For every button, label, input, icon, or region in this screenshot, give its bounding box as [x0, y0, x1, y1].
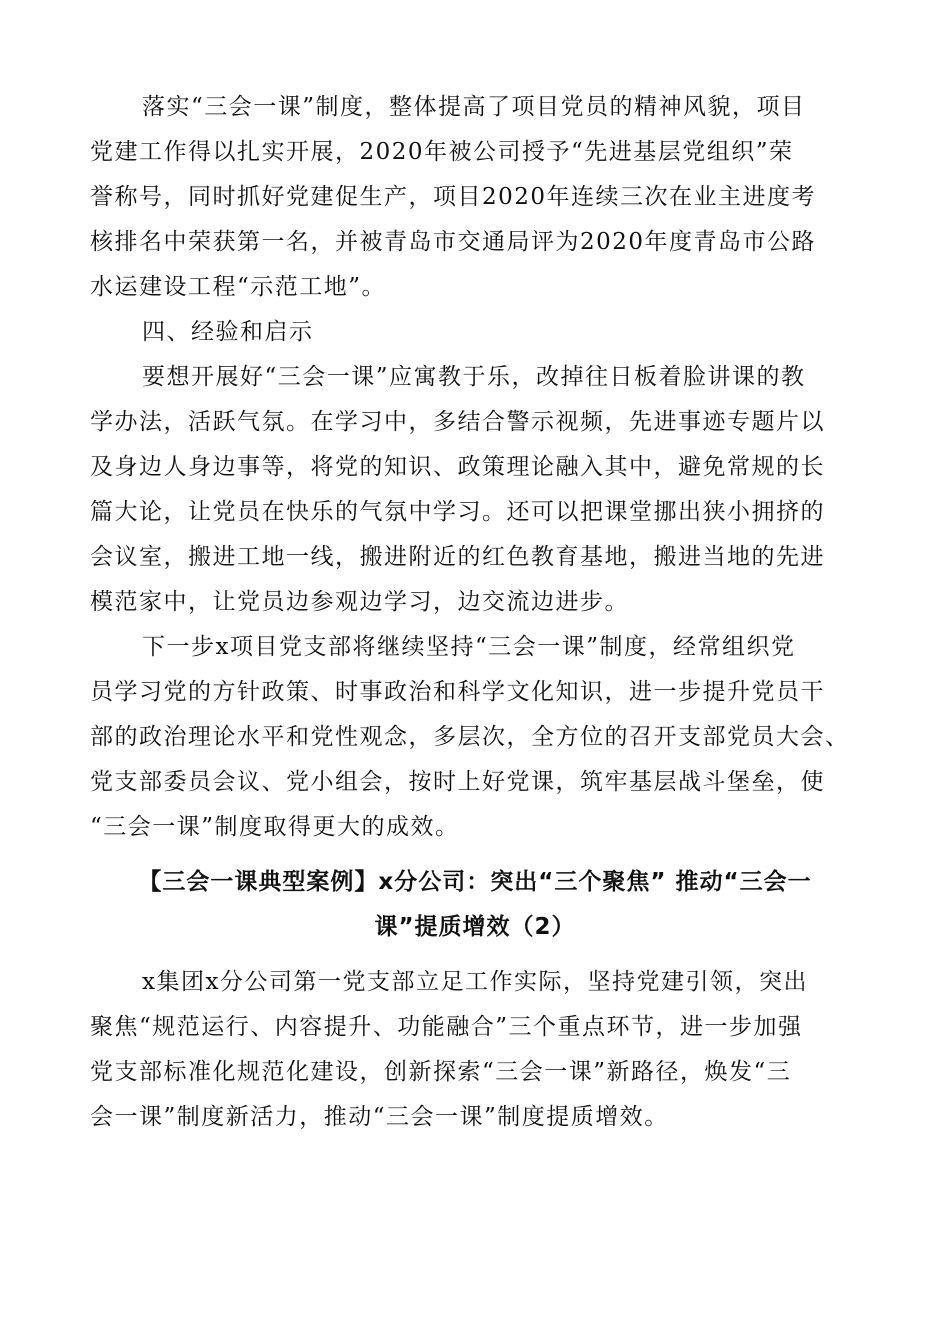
paragraph-line: 及身边人身边事等，将党的知识、政策理论融入其中，避免常规的长 [90, 454, 825, 480]
paragraph-line: “三会一课”制度取得更大的成效。 [90, 814, 460, 840]
article-title: 课”提质增效（2） [374, 914, 576, 940]
article-title: 【三会一课典型案例】x分公司：突出“三个聚焦” 推动“三会一 [138, 869, 812, 895]
paragraph-line: 党支部标准化规范化建设，创新探索“三会一课”新路径，焕发“三 [90, 1059, 792, 1085]
paragraph-line: 落实“三会一课”制度，整体提高了项目党员的精神风貌，项目 [142, 94, 806, 120]
paragraph-line: 党支部委员会议、党小组会，按时上好党课，筑牢基层战斗堡垒，使 [90, 769, 825, 795]
section-heading: 四、经验和启示 [142, 319, 314, 345]
paragraph-line: 水运建设工程“示范工地”。 [90, 274, 387, 300]
paragraph-line: 员学习党的方针政策、时事政治和科学文化知识，进一步提升党员干 [90, 679, 825, 705]
paragraph-line: 模范家中，让党员边参观边学习，边交流边进步。 [90, 589, 629, 615]
paragraph-line: 誉称号，同时抓好党建促生产，项目2020年连续三次在业主进度考 [90, 184, 817, 210]
paragraph-line: 核排名中荣获第一名，并被青岛市交通局评为2020年度青岛市公路 [90, 229, 817, 255]
paragraph-line: 篇大论，让党员在快乐的气氛中学习。还可以把课堂挪出狭小拥挤的 [90, 499, 825, 525]
paragraph-line: 会一课”制度新活力，推动“三会一课”制度提质增效。 [90, 1104, 669, 1130]
paragraph-line: 要想开展好“三会一课”应寓教于乐，改掉往日板着脸讲课的教 [142, 364, 806, 390]
paragraph-line: 聚焦“规范运行、内容提升、功能融合”三个重点环节，进一步加强 [90, 1014, 803, 1040]
paragraph-line: 会议室，搬进工地一线，搬进附近的红色教育基地，搬进当地的先进 [90, 544, 825, 570]
paragraph-line: x集团x分公司第一党支部立足工作实际，坚持党建引领，突出 [142, 969, 808, 995]
paragraph-line: 下一步x项目党支部将继续坚持“三会一课”制度，经常组织党 [142, 634, 796, 660]
paragraph-line: 部的政治理论水平和党性观念，多层次，全方位的召开支部党员大会、 [90, 724, 850, 750]
paragraph-line: 学办法，活跃气氛。在学习中，多结合警示视频，先进事迹专题片以 [90, 409, 825, 435]
paragraph-line: 党建工作得以扎实开展，2020年被公司授予“先进基层党组织”荣 [90, 139, 794, 165]
